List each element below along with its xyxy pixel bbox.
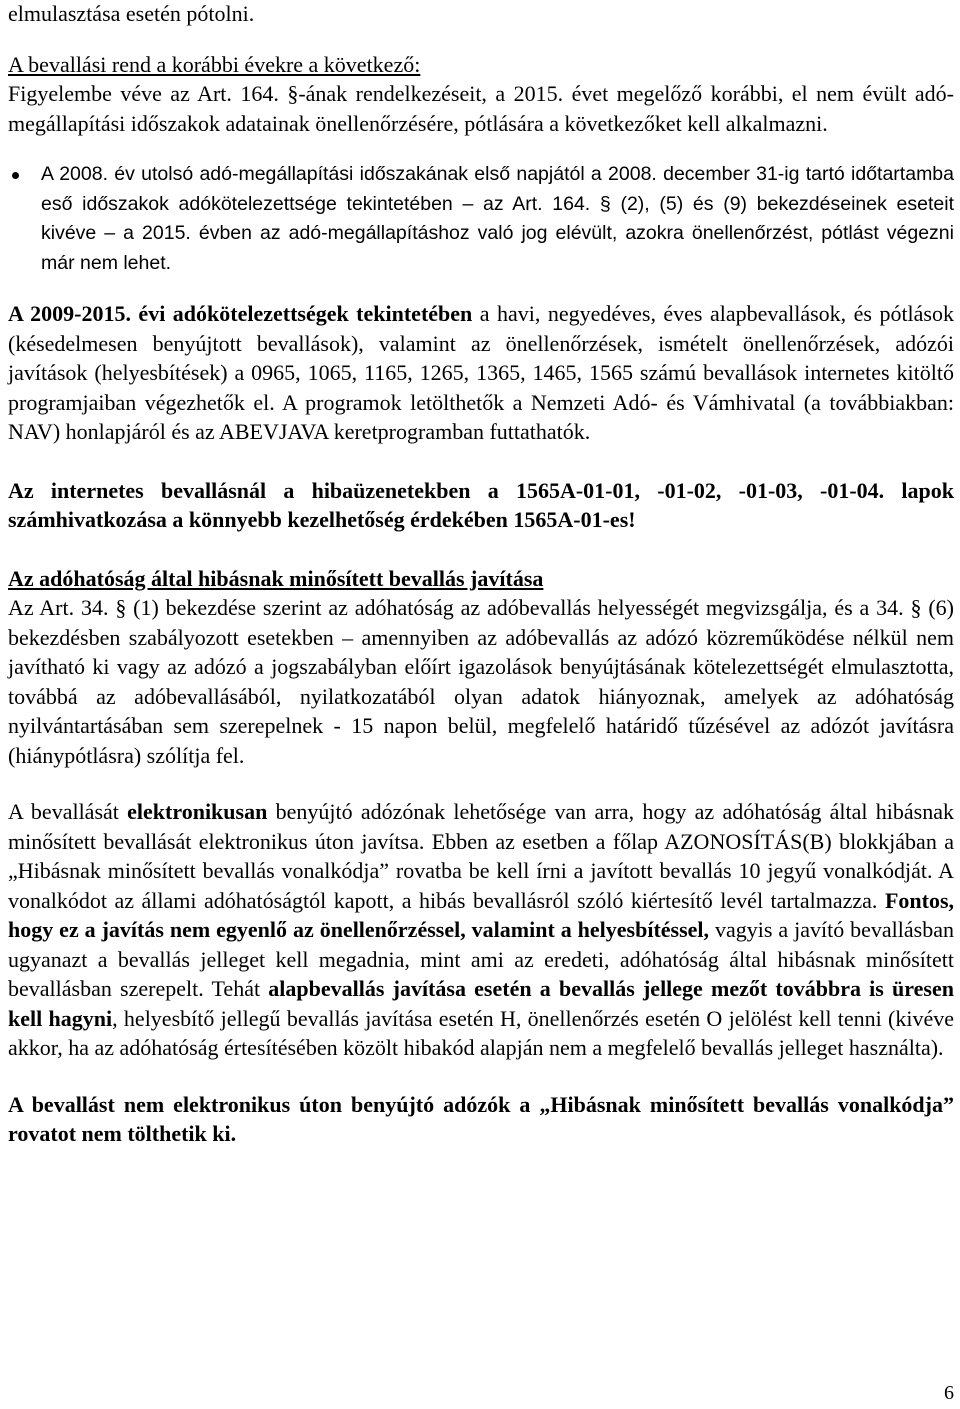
paragraph-rules-heading: A bevallási rend a korábbi évekre a következő: bbox=[8, 51, 421, 77]
paragraph-rules-body: Figyelembe véve az Art. 164. §-ának rendelkezéseit, a 2015. évet megelőző korábbi, el nem évült adó-megállapítási időszakok adatainak önellenőrzésére, pótlására a következőket kell alkalmazni. bbox=[8, 81, 954, 136]
paragraph-obligations bbox=[8, 299, 954, 447]
paragraph-electronic-correction bbox=[8, 797, 954, 1063]
paragraph-obligations-bold: A 2009-2015. évi adókötelezettségek tekintetében bbox=[8, 301, 473, 326]
text-run-bold: alapbevallás javítása esetén a bevallás jellege mezőt továbbra is üresen kell hagyni bbox=[8, 976, 954, 1031]
section-heading-correction bbox=[8, 564, 954, 594]
text-run-bold: elektronikusan bbox=[127, 799, 268, 824]
paragraph-intro-tail: elmulasztása esetén pótolni. bbox=[8, 1, 255, 26]
text-run: benyújtó adózónak lehetősége van arra, hogy az adóhatóság által hibásnak minősített bevallását elektronikus úton javítsa. Ebben az esetben a főlap AZONOSÍTÁS(B) blokkjában a „Hibásnak minősített bevallás vonalkódja” rovatba be kell írni a javított bevallás 10 jegyű vonalkódját. A vonalkódot az állami adóhatóságtól kapott, a hibás bevallásról szóló kiértesítő levél tartalmazza. bbox=[8, 799, 954, 913]
paragraph-non-electronic-note bbox=[8, 1090, 954, 1149]
paragraph-error-messages-note bbox=[8, 476, 954, 535]
paragraph-correction-body: Az Art. 34. § (1) bekezdése szerint az adóhatóság az adóbevallás helyességét megvizsgálja, és a 34. § (6) bekezdésben szabályozott esetekben – amennyiben az adóbevallás az adózó közreműködése nélkül nem javítható ki vagy az adózó a jogszabályban előírt igazolások benyújtásának kötelezettségét elmulasztotta, továbbá az adóbevallásából, nyilatkozatából olyan adatok hiányoznak, amelyek az adóhatóság nyilvántartásában sem szerepelnek - 15 napon belül, megfelelő határidő tűzésével az adózót javításra (hiánypótlásra) szólítja fel. bbox=[8, 595, 954, 768]
bullet-icon bbox=[12, 172, 19, 179]
paragraph-non-electronic-bold: A bevallást nem elektronikus úton benyújtó adózók a „Hibásnak minősített bevallás vonalkódja” rovatot nem tölthetik ki. bbox=[8, 1091, 954, 1146]
paragraph-obligations-text: a havi, negyedéves, éves alapbevallások, és pótlások (késedelmesen benyújtott bevallások), valamint az önellenőrzések, ismételt önellenőrzések, adózói javítások (helyesbítések) a 0965, 1065, 1165, 1265, 1365, 1465, 1565 számú bevallások internetes kitöltő programjaiban végezhetők el. A programok letölthetők a Nemzeti Adó- és Vámhivatal (a továbbiakban: NAV) honlapjáról és az ABEVJAVA keretprogramban futtathatók. bbox=[8, 301, 954, 444]
text-run: vagyis a javító bevallásban ugyanazt a bevallás jelleget kell megadnia, mint ami az eredeti, adóhatóság által hibásnak minősített bevallásban szerepelt. Tehát bbox=[8, 917, 954, 1001]
text-run: , helyesbítő jellegű bevallás javítása esetén H, önellenőrzés esetén O jelölést kell tenni (kivéve akkor, ha az adóhatóság értesítésében közölt hibakód alapján nem a megfelelő bevallás jelleget használta). bbox=[8, 1005, 955, 1060]
document-page bbox=[8, 0, 954, 1149]
bullet-list-item bbox=[8, 160, 954, 278]
paragraph-error-messages-bold: Az internetes bevallásnál a hibaüzenetekben a 1565A-01-01, -01-02, -01-03, -01-04. lapok számhivatkozása a könnyebb kezelhetőség érdekében 1565A-01-es! bbox=[8, 477, 954, 532]
bullet-text: A 2008. év utolsó adó-megállapítási időszakának első napjától a 2008. december 31-ig tartó időtartamba eső időszakok adókötelezettsége tekintetében – az Art. 164. § (2), (5) és (9) bekezdéseinek eseteit kivéve – a 2015. évben az adó-megállapításhoz való jog elévült, azokra önellenőrzést, pótlást végezni már nem lehet. bbox=[41, 163, 954, 274]
page-number: 6 bbox=[944, 1382, 954, 1404]
text-run-bold: Fontos, hogy ez a javítás nem egyenlő az önellenőrzéssel, valamint a helyesbítéssel, bbox=[8, 887, 954, 942]
section-heading-correction-text: Az adóhatóság által hibásnak minősített bevallás javítása bbox=[8, 565, 544, 591]
text-run: A bevallását bbox=[8, 799, 128, 824]
